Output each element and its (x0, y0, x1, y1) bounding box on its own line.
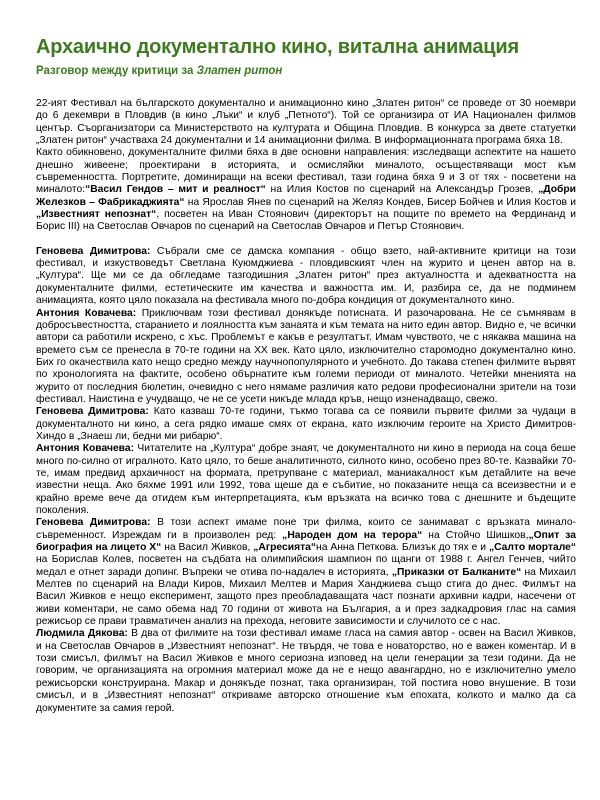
speaker-name: Антония Ковачева: (36, 307, 137, 319)
film-title: „Народен дом на терора“ (282, 529, 423, 541)
article-subtitle (36, 65, 576, 77)
speaker-text: Читателите на „Култура“ добре знаят, че документалното ни кино в периода на соца беше много по-силно от игралното. Като цяло, то беше аналитичното, силното кино, особено през 80-те. Казвайки 70-те, имам предвид архаичност на формата, претрупване с материал, маниакалност към детайлите на вече известни неща. Ако бяхме 1991 или 1992, това щеше да е събитие, но показаните неща са всеизвестни и е крайно време вече да отидем към интерпретацията, към връзката на всичко това с днешните и бъдещите поколения. (36, 443, 576, 516)
intro-text: на Ярослав Янев по сценарий на Желяз Кондев, Бисер Бойчев и Илия Костов и (184, 196, 576, 208)
speaker-name: Геновева Димитрова: (36, 406, 149, 418)
dialogue-entry (36, 406, 576, 443)
speaker-text: В два от филмите на този фестивал имаме гласа на самия автор - освен на Васил Живков, и на Светослав Овчаров в „Известният непознат“. Не твърдя, че това е новаторство, но е важен коментар. И в този смисъл, филмът на Васил Живков е много сериозна изповед на цели генерации за тези години. Да не говорим, че организацията на огромния материал може да не е нещо авангардно, но е изключително умело режисьорски конструирана. Макар и донякъде познат, така организиран, той постига ново внушение. В този смисъл, и в „Известният непознат“ откриваме авторско отношение към епохата, колкото и малко да са документите за самия герой. (36, 628, 576, 714)
speaker-text: на Борислав Колев, посветен на съдбата на олимпийския шампион по щанги от 1988 г. Ангел Генчев, чийто медал е отнет заради допинг. Въпреки че отива по-надалеч в историята, (36, 554, 576, 578)
speaker-text: на Михаил Мелтев по сценарий на Влади Киров, Михаил Мелтев и Мария Ханджиева също стига до днес. Филмът на Васил Живков е нещо експеримент, защото през преобладаващата част познати архивни кадри, насечени от живи коментари, не само обема над 70 години от живота на България, а и през задкадровия глас на самия режисьор се прави травматичен анализ на прехода, неговите зависимости и случилото се с нас. (36, 566, 576, 628)
speaker-name: Геновева Димитрова: (36, 245, 151, 257)
speaker-text: Като казваш 70-те години, тъкмо тогава са се появили първите филми за чудаци в документалното ни кино, а сега рядко имаше смях от екрана, като изключим героите на Христо Димитров- Хиндо в „Знаеш ли, бедни ми рибарю“. (36, 406, 576, 442)
paragraph-gap (36, 234, 576, 246)
film-title: „Приказки от Балканите“ (391, 566, 522, 578)
film-title-gendov: “Васил Гендов – мит и реалност“ (85, 184, 266, 196)
subtitle-prefix: Разговор между критици за (36, 65, 197, 77)
film-title: „Агресията“ (253, 542, 317, 554)
film-title-zhelezkov: „Добри Железков – Фабрикаджията“ (36, 184, 576, 208)
film-title: „Салто мортале“ (488, 542, 576, 554)
speaker-name: Людмила Дякова: (36, 628, 128, 640)
article-title: Архаично документално кино, витална анимация (36, 36, 519, 58)
speaker-text: Приключвам този фестивал донякъде потисната. И разочарована. Не се съмнявам в добросъвестността, старанието и лоялността към занаята и към темата на нито един автор. Видно е, че всички автори са работили искрено, с хъс. Проблемът е какъв е резултатът. Имам чувството, че с някаква машина на времето съм се пренесла в 70-те години на XX век. Като цяло, изключително старомодно документално кино. Бих го окачествила като нещо средно между научнопопулярното и учебното. До такава степен филмите вървят по хронологията на фактите, особено обърнатите към големи периоди от миналото. Четейки мненията на журито от последния бюлетин, очевидно с него нямаме различия като редови професионални зрители на този фестивал. Наистина е учудващо, че не се усети никъде млада кръв, нещо изненадващо, свежо. (36, 307, 576, 405)
intro-text: на Илия Костов по сценарий на Александър Грозев, (265, 184, 539, 196)
film-title: „Опит за биография на лицето Х“ (36, 529, 576, 554)
speaker-text: на Стойчо Шишков, (422, 529, 529, 541)
intro-text: , посветен на Иван Стоянович (директорът на пощите по времето на Фердинанд и Борис III) на Светослав Овчаров по сценарий на Светослав Овчаров и Петър Стоянович. (36, 209, 576, 233)
speaker-text: Събрали сме се дамска компания - общо взето, най-активните критици на този фестивал, и изкуствоведът Светлана Куюмджиева - пловдивският член на журито и ценен автор на в. „Култура“. Ще ми се да обгледаме тазгодишния „Златен ритон“ през актуалността и адекватността на документалните филми, естетическите им качества и важността им. И, разбира се, да не подминем анимацията, която цяло показала на фестивала много по-добра кондиция от документалното кино. (36, 245, 576, 307)
intro-text: Както обикновено, документалните филми бяха в две основни направления: изследващи аспектите на нашето днешно живеене; проектирани в историята, и осмисляйки миналото, осъществяващи мост към съвременността. Портретите, доминиращи на всеки фестивал, тази година бяха 9 и 3 от тях - посветени на миналото: (36, 147, 576, 196)
film-title-izvestniyat: „Известният непознат“ (36, 209, 157, 221)
intro-paragraph-2 (36, 147, 576, 233)
dialogue-entry (36, 628, 576, 714)
speaker-name: Антония Ковачева: (36, 443, 135, 455)
speaker-text: В този аспект имаме поне три филма, които се занимават с връзката минало-съвременност. Изреждам ги в произволен ред: (36, 517, 577, 541)
intro-paragraph-1: 22-ият Фестивал на българското документално и анимационно кино „Златен ритон“ се проведе от 30 ноември до 6 декември в Пловдив (в кино „Лъки“ и клуб „Петното“). Той се организира от ИА Националeн филмов център. Съорганизатори са Министерството на културата и Община Пловдив. В конкурса за двете статуетки „Златен ритон“ участваха 24 документални и 14 анимационни филма. В информационната програма бяха 18. (36, 98, 576, 147)
subtitle-festival-name: Златен ритон (196, 65, 283, 77)
article-body (36, 98, 576, 715)
speaker-name: Геновева Димитрова: (36, 517, 151, 529)
dialogue-entry (36, 517, 576, 628)
speaker-text: на Анна Петкова. Близък до тях е и (316, 542, 489, 554)
dialogue-entry (36, 246, 576, 308)
dialogue-entry (36, 443, 576, 517)
dialogue-entry (36, 308, 576, 407)
speaker-text: на Васил Живков, (161, 542, 254, 554)
